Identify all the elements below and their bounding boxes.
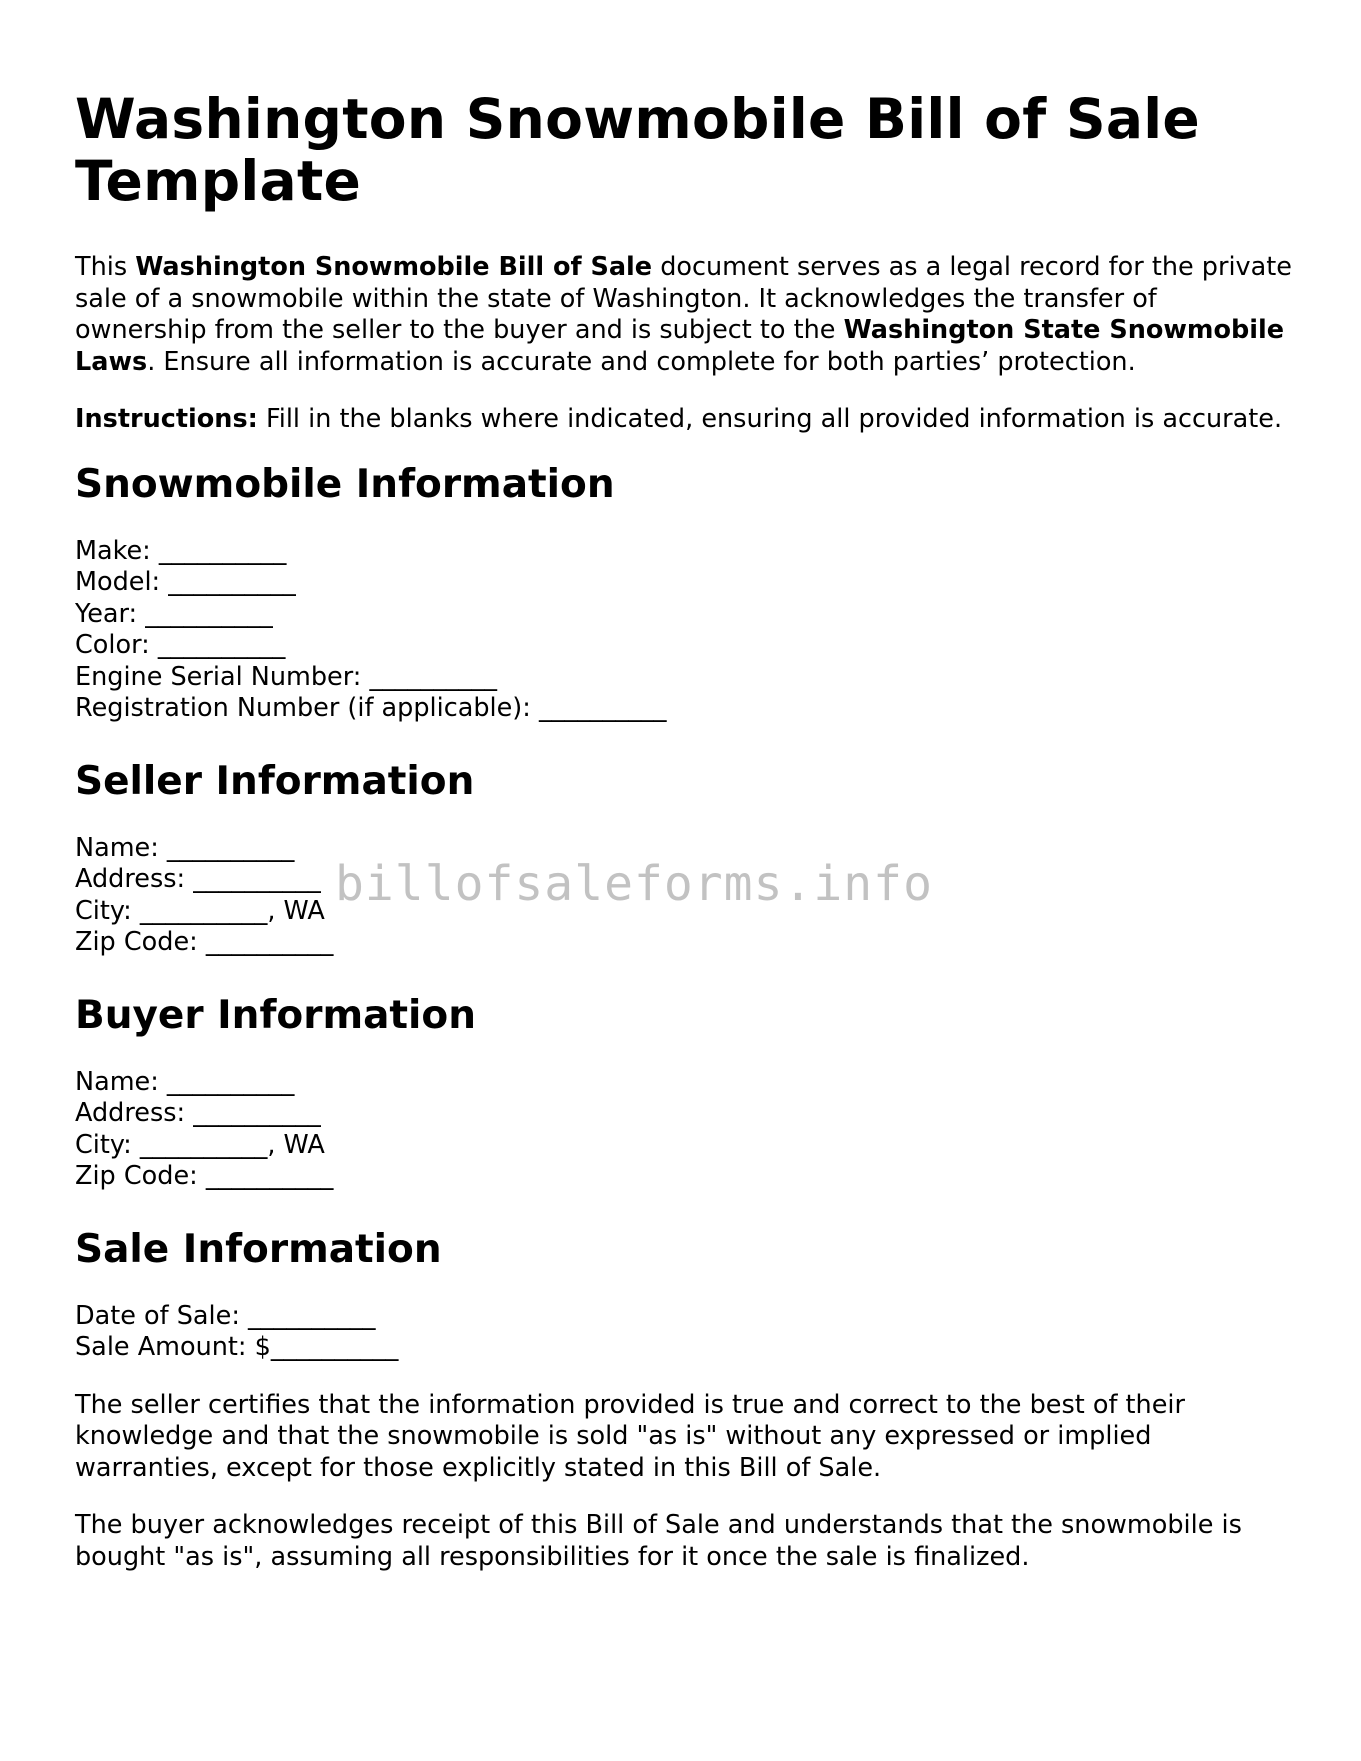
snowmobile-info-heading: Snowmobile Information [75, 461, 615, 507]
registration-number-field[interactable]: Registration Number (if applicable): __________ [75, 693, 667, 723]
buyer-fields [75, 1067, 1295, 1193]
seller-address-field[interactable]: Address: __________ [75, 864, 321, 894]
buyer-address-field[interactable]: Address: __________ [75, 1098, 321, 1128]
buyer-city-field[interactable]: City: __________, WA [75, 1129, 325, 1160]
intro-paragraph [75, 252, 1295, 378]
snowmobile-fields [75, 536, 1295, 725]
make-field[interactable]: Make: __________ [75, 535, 287, 566]
sale-fields [75, 1301, 1295, 1364]
instructions-paragraph [75, 404, 1295, 436]
instructions-text: Fill in the blanks where indicated, ensuring all provided information is accurate. [257, 404, 1283, 434]
seller-certification-paragraph: The seller certifies that the information provided is true and correct to the best of their knowledge and that the snowmobile is sold "as is" without any expressed or implied warranties, except for those explicitly stated in this Bill of Sale. [75, 1389, 1185, 1483]
seller-zip-field[interactable]: Zip Code: __________ [75, 927, 334, 957]
model-field[interactable]: Model: __________ [75, 567, 296, 597]
color-field[interactable]: Color: __________ [75, 630, 286, 660]
sale-amount-field[interactable]: Sale Amount: $__________ [75, 1332, 399, 1362]
intro-bold-title: Washington Snowmobile Bill of Sale [135, 252, 653, 282]
sale-info-heading: Sale Information [75, 1226, 442, 1272]
buyer-info-heading: Buyer Information [75, 992, 476, 1038]
intro-text-3: . Ensure all information is accurate and complete for both parties’ protection. [147, 346, 1136, 377]
intro-bold-laws: Washington State Snowmobile Laws [75, 315, 1285, 377]
seller-name-field[interactable]: Name: __________ [75, 832, 295, 863]
watermark: billofsaleforms.info [335, 856, 933, 912]
seller-city-field[interactable]: City: __________, WA [75, 895, 325, 926]
date-of-sale-field[interactable]: Date of Sale: __________ [75, 1300, 376, 1331]
document-page [75, 88, 1295, 1599]
page-title: Washington Snowmobile Bill of Sale Template [75, 87, 1201, 213]
instructions-label: Instructions: [75, 404, 258, 434]
intro-text-2: document serves as a legal record for the private sale of a snowmobile within the state of Washington. It acknowledges the transfer of ownership from the seller to the buyer and is subject to the [75, 252, 1292, 345]
buyer-zip-field[interactable]: Zip Code: __________ [75, 1161, 334, 1191]
buyer-name-field[interactable]: Name: __________ [75, 1066, 295, 1097]
buyer-acknowledgement-paragraph: The buyer acknowledges receipt of this Bill of Sale and understands that the snowmobile is bought "as is", assuming all responsibilities for it once the sale is finalized. [75, 1510, 1242, 1572]
engine-serial-field[interactable]: Engine Serial Number: __________ [75, 661, 497, 692]
year-field[interactable]: Year: __________ [75, 598, 273, 629]
intro-text-1: This [75, 252, 136, 282]
seller-info-heading: Seller Information [75, 758, 475, 804]
